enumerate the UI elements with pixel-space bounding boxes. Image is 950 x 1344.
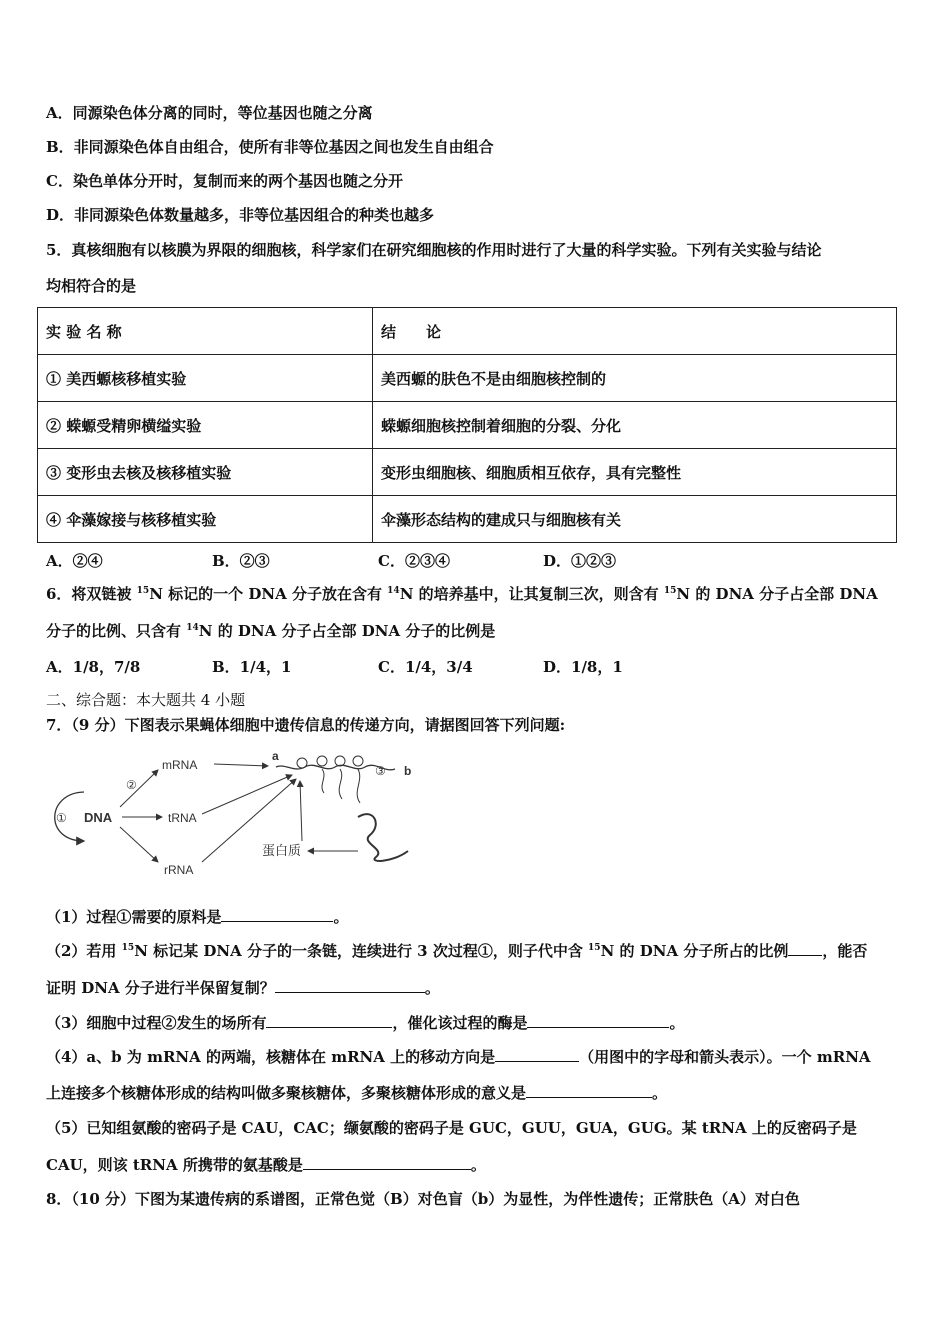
dna-label: DNA <box>84 810 113 825</box>
q5-option-b: B．②③ <box>212 552 270 570</box>
section-heading: 二、综合题：本大题共 4 小题 <box>46 691 246 709</box>
q6-stem-line2: 分子的比例、只含有 $^{14}$N 的 DNA 分子占全部 DNA 分子的比例是 <box>46 622 496 640</box>
q7-stem: 7．（9 分）下图表示果蝇体细胞中遗传信息的传递方向，请据图回答下列问题: <box>46 716 566 734</box>
table-header-cell: 实 验 名 称 <box>38 308 373 355</box>
table-row <box>38 496 897 543</box>
q6-option-a: A．1/8，7/8 <box>46 658 141 676</box>
end-a-label: a <box>272 749 279 763</box>
polyribosome <box>297 756 363 803</box>
table-header-cell: 结 论 <box>373 308 897 355</box>
table-cell: ③ 变形虫去核及核移植实验 <box>38 449 373 496</box>
table-cell: ① 美西螈核移植实验 <box>38 355 373 402</box>
process-3-label: ③ <box>375 764 386 778</box>
table-cell: ④ 伞藻嫁接与核移植实验 <box>38 496 373 543</box>
q6-option-b: B．1/4，1 <box>212 658 292 676</box>
answer-blank[interactable] <box>275 978 425 993</box>
answer-blank[interactable] <box>495 1047 579 1062</box>
q5-option-d: D．①②③ <box>543 552 617 570</box>
answer-blank[interactable] <box>303 1155 471 1170</box>
q7-sub3: （3）细胞中过程②发生的场所有 ，催化该过程的酶是 。 <box>46 1014 685 1032</box>
answer-blank[interactable] <box>221 907 333 922</box>
answer-blank[interactable] <box>526 1083 652 1098</box>
table-row <box>38 402 897 449</box>
q5-option-a: A．②④ <box>46 552 103 570</box>
q7-sub1: （1）过程①需要的原料是 。 <box>46 908 349 926</box>
trna-label: tRNA <box>168 811 197 825</box>
q7-sub2-line1: （2）若用 $^{15}$N 标记某 DNA 分子的一条链，连续进行 3 次过程①，则子代中含 $^{15}$N 的 DNA 分子所占的比例 ，能否 <box>46 942 868 960</box>
answer-blank[interactable] <box>788 941 822 956</box>
table-header-row <box>38 308 897 355</box>
table-cell: 蝾螈细胞核控制着细胞的分裂、分化 <box>373 402 897 449</box>
table-cell: ② 蝾螈受精卵横缢实验 <box>38 402 373 449</box>
gene-expression-diagram <box>40 745 430 885</box>
table-row <box>38 355 897 402</box>
rrna-label: rRNA <box>164 863 194 877</box>
q7-sub5-line1: （5）已知组氨酸的密码子是 CAU，CAC；缬氨酸的密码子是 GUC，GUU，GUA，GUG。某 tRNA 上的反密码子是 <box>46 1119 857 1137</box>
q5-option-c: C．②③④ <box>378 552 450 570</box>
answer-blank[interactable] <box>266 1013 392 1028</box>
experiment-table <box>37 307 897 543</box>
q4-option-c: C．染色单体分开时，复制而来的两个基因也随之分开 <box>46 172 403 190</box>
arrow-protein-to-ribosome <box>300 781 302 841</box>
q5-stem-line1: 5．真核细胞有以核膜为界限的细胞核，科学家们在研究细胞核的作用时进行了大量的科学实验。下列有关实验与结论 <box>46 241 822 259</box>
q8-stem: 8．（10 分）下图为某遗传病的系谱图，正常色觉（B）对色盲（b）为显性，为伴性遗传；正常肤色（A）对白色 <box>46 1190 800 1208</box>
end-b-label: b <box>404 764 412 778</box>
q7-sub2-line2: 证明 DNA 分子进行半保留复制？ 。 <box>46 979 440 997</box>
table-cell: 伞藻形态结构的建成只与细胞核有关 <box>373 496 897 543</box>
q4-option-a: A．同源染色体分离的同时，等位基因也随之分离 <box>46 104 373 122</box>
arrow-mrna-to-ribosome <box>214 764 268 766</box>
q5-stem-line2: 均相符合的是 <box>46 277 137 295</box>
arrow-to-rrna <box>120 827 158 862</box>
q4-option-d: D．非同源染色体数量越多，非等位基因组合的种类也越多 <box>46 206 435 224</box>
process-2-label: ② <box>126 778 137 792</box>
q7-sub4-line1: （4）a、b 为 mRNA 的两端，核糖体在 mRNA 上的移动方向是 （用图中的字母和箭头表示）。一个 mRNA <box>46 1048 871 1066</box>
table-cell: 美西螈的肤色不是由细胞核控制的 <box>373 355 897 402</box>
q6-stem-line1: 6．将双链被 $^{15}$N 标记的一个 DNA 分子放在含有 $^{14}$N 的培养基中，让其复制三次，则含有 $^{15}$N 的 DNA 分子占全部 DNA <box>46 585 878 603</box>
q6-option-c: C．1/4，3/4 <box>378 658 473 676</box>
table-cell: 变形虫细胞核、细胞质相互依存，具有完整性 <box>373 449 897 496</box>
q7-sub5-line2: CAU，则该 tRNA 所携带的氨基酸是 。 <box>46 1156 486 1174</box>
table-row <box>38 449 897 496</box>
answer-blank[interactable] <box>527 1013 669 1028</box>
q4-option-b: B．非同源染色体自由组合，使所有非等位基因之间也发生自由组合 <box>46 138 494 156</box>
q6-option-d: D．1/8，1 <box>543 658 623 676</box>
q7-sub4-line2: 上连接多个核糖体形成的结构叫做多聚核糖体，多聚核糖体形成的意义是 。 <box>46 1084 668 1102</box>
protein-label: 蛋白质 <box>262 844 302 859</box>
process-1-label: ① <box>56 811 67 825</box>
protein-chain <box>358 814 408 861</box>
mrna-label: mRNA <box>162 758 198 772</box>
